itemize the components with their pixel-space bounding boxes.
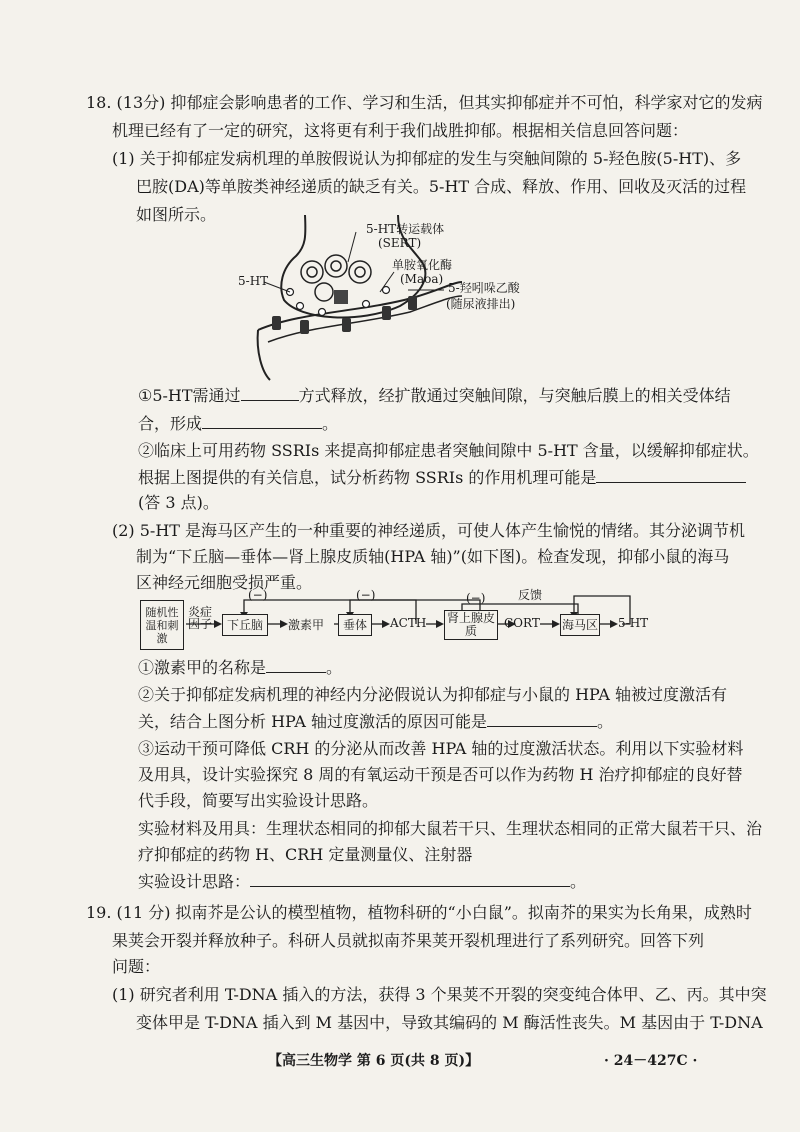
acth-label: ACTH xyxy=(390,616,427,630)
q18-part2-line3: 区神经元细胞受损严重。 xyxy=(136,573,313,592)
q2-b-line1: ②关于抑郁症发病机理的神经内分泌假说认为抑郁症与小鼠的 HPA 轴被过度激活有 xyxy=(138,685,727,704)
materials-line1: 实验材料及用具：生理状态相同的抑郁大鼠若干只、生理状态相同的正常大鼠若干只、治 xyxy=(138,819,763,838)
page-code: · 24－427C · xyxy=(604,1053,698,1069)
q1-a-line1: ①5-HT需通过 方式释放，经扩散通过突触间隙，与突触后膜上的相关受体结 xyxy=(138,386,731,405)
q18-part1-line3: 如图所示。 xyxy=(136,205,217,224)
sert-label: 5-HT转运载体 xyxy=(366,222,445,236)
materials-line2: 疗抑郁症的药物 H、CRH 定量测量仪、注射器 xyxy=(138,845,473,864)
page-footer: 【高三生物学 第 6 页(共 8 页)】 xyxy=(268,1053,480,1069)
cort-label: CORT xyxy=(504,616,540,630)
q2-c-line2: 及用具，设计实验探究 8 周的有氧运动干预是否可以作为药物 H 治疗抑郁症的良好替 xyxy=(138,765,743,784)
q18-header-cont: 机理已经有了一定的研究，这将更有利于我们战胜抑郁。根据相关信息回答问题： xyxy=(112,121,689,140)
q1-b-line3: (答 3 点)。 xyxy=(138,493,219,512)
negative-label-3: (−) xyxy=(466,591,486,605)
q19-line1: 19. (11 分) 拟南芥是公认的模型植物，植物科研的“小白鼠”。拟南芥的果实为长角果，成熟时 xyxy=(86,903,752,922)
negative-label-1: (−) xyxy=(248,588,268,602)
q1-b-line2: 根据上图提供的有关信息，试分析药物 SSRIs 的作用机理可能是 xyxy=(138,466,746,489)
q19-line4: (1) 研究者利用 T-DNA 插入的方法，获得 3 个果荚不开裂的突变纯合体甲、乙、丙。其中突 xyxy=(112,985,767,1004)
q18-part2-line1: (2) 5-HT 是海马区产生的一种重要的神经递质，可使人体产生愉悦的情绪。其分泌调节机 xyxy=(112,521,746,540)
q18-part1-line2: 巴胺(DA)等单胺类神经递质的缺乏有关。5-HT 合成、释放、作用、回收及灭活的过程 xyxy=(136,177,747,196)
hypothalamus-box: 下丘脑 xyxy=(222,614,268,636)
feedback-label: 反馈 xyxy=(518,588,543,602)
q2-c-line3: 代手段，简要写出实验设计思路。 xyxy=(138,791,379,810)
answer-blank-hpa-cause[interactable] xyxy=(487,710,597,727)
metabolite-note: (随尿液排出) xyxy=(446,297,516,311)
answer-blank-hormone-a[interactable] xyxy=(266,656,326,673)
q1-b-line1: ②临床上可用药物 SSRIs 来提高抑郁症患者突触间隙中 5-HT 含量，以缓解抑郁症状。 xyxy=(138,441,759,460)
hippocampus-box: 海马区 xyxy=(560,614,600,636)
serotonin-label: 5-HT xyxy=(238,274,269,288)
q2-a: ①激素甲的名称是 。 xyxy=(138,658,343,677)
sert-abbr: (SERT) xyxy=(378,236,422,250)
q18-part1-line1: (1) 关于抑郁症发病机理的单胺假说认为抑郁症的发生与突触间隙的 5-羟色胺(5-HT)、多 xyxy=(112,149,742,168)
design-line: 实验设计思路： 。 xyxy=(138,872,587,891)
maoa-label: 单胺氧化酶 xyxy=(392,258,453,272)
q18-part2-line2: 制为“下丘脑—垂体—肾上腺皮质轴(HPA 轴)”(如下图)。检查发现，抑郁小鼠的海马 xyxy=(136,547,730,566)
q2-b-line2: 关，结合上图分析 HPA 轴过度激活的原因可能是 。 xyxy=(138,712,613,731)
output-5ht-label: 5-HT xyxy=(618,616,649,630)
hormone-a-label: 激素甲 xyxy=(288,618,325,632)
inflammatory-factor-label: 炎症因子 xyxy=(188,605,213,631)
random-stimulus-box: 随机性温和刺激 xyxy=(140,600,184,650)
q1-a-line2: 合，形成 。 xyxy=(138,414,339,433)
q19-line5: 变体甲是 T-DNA 插入到 M 基因中，导致其编码的 M 酶活性丧失。M 基因由于 T-DNA xyxy=(136,1013,763,1032)
q19-line2: 果荚会开裂并释放种子。科研人员就拟南芥果荚开裂机理进行了系列研究。回答下列 xyxy=(112,931,705,950)
maoa-abbr: (Maoa) xyxy=(400,272,444,286)
q2-c-line1: ③运动干预可降低 CRH 的分泌从而改善 HPA 轴的过度激活状态。利用以下实验材料 xyxy=(138,739,744,758)
q19-line3: 问题： xyxy=(112,957,161,976)
negative-label-2: (−) xyxy=(356,588,376,602)
answer-blank-design[interactable] xyxy=(250,870,570,887)
metabolite-label: 5-羟吲哚乙酸 xyxy=(448,281,520,295)
pituitary-box: 垂体 xyxy=(338,614,372,636)
adrenal-cortex-box: 肾上腺皮质 xyxy=(444,610,498,640)
q18-header: 18. (13分) 抑郁症会影响患者的工作、学习和生活，但其实抑郁症并不可怕，科学家对它的发病 xyxy=(86,93,763,112)
